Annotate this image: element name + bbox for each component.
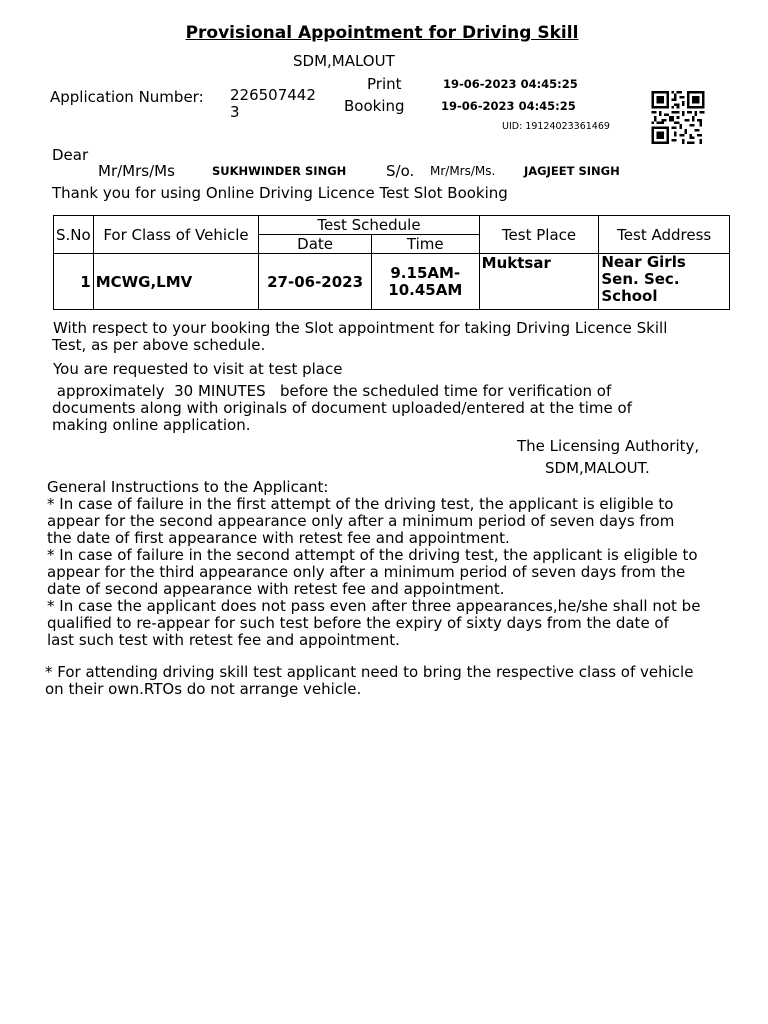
- header-date: Date: [259, 235, 372, 254]
- thanks-text: Thank you for using Online Driving Licence Test Slot Booking: [52, 184, 508, 202]
- application-number-line2: 3: [230, 103, 240, 121]
- parent-salutation: Mr/Mrs/Ms.: [430, 164, 496, 178]
- print-label: Print: [367, 75, 402, 93]
- office-name: SDM,MALOUT: [293, 52, 395, 70]
- instruction-1-line2: appear for the second appearance only after a minimum period of seven days from: [47, 512, 675, 530]
- cell-address: [599, 254, 730, 310]
- instruction-1-line3: the date of first appearance with retest fee and appointment.: [47, 529, 510, 547]
- approx-line1: approximately 30 MINUTES before the scheduled time for verification of: [52, 382, 612, 400]
- booking-datetime: 19-06-2023 04:45:25: [441, 99, 576, 113]
- parent-name: JAGJEET SINGH: [524, 164, 620, 178]
- cell-address-line2: Sen. Sec.: [601, 270, 680, 288]
- application-number-label: Application Number:: [50, 88, 204, 106]
- instruction-4-line2: on their own.RTOs do not arrange vehicle.: [45, 680, 362, 698]
- qr-code-icon: [650, 91, 706, 144]
- cell-address-line3: School: [601, 287, 658, 305]
- cell-sno: 1: [54, 254, 94, 310]
- instruction-3-line3: last such test with retest fee and appointment.: [47, 631, 400, 649]
- schedule-table: [53, 215, 730, 310]
- cell-time: [371, 254, 479, 310]
- instruction-3-line2: qualified to re-appear for such test before the expiry of sixty days from the date of: [47, 614, 669, 632]
- cell-date: 27-06-2023: [259, 254, 372, 310]
- table-header-row: [54, 216, 730, 235]
- cell-vehicle-class: MCWG,LMV: [93, 254, 259, 310]
- salutation: Mr/Mrs/Ms: [98, 162, 175, 180]
- cell-place: Muktsar: [479, 254, 599, 310]
- header-time: Time: [371, 235, 479, 254]
- instruction-2-line1: * In case of failure in the second attempt of the driving test, the applicant is eligible to: [47, 546, 698, 564]
- cell-time-start: 9.15AM-: [390, 263, 461, 282]
- page-title: Provisional Appointment for Driving Skill: [185, 23, 579, 43]
- instruction-1-line1: * In case of failure in the first attempt of the driving test, the applicant is eligible to: [47, 495, 674, 513]
- cell-address-line1: Near Girls: [601, 253, 686, 271]
- print-datetime: 19-06-2023 04:45:25: [443, 77, 578, 91]
- approx-line2: documents along with originals of document uploaded/entered at the time of: [52, 399, 632, 417]
- header-vehicle-class: For Class of Vehicle: [93, 216, 259, 254]
- instruction-3-line1: * In case the applicant does not pass even after three appearances,he/she shall not be: [47, 597, 701, 615]
- respect-line2: Test, as per above schedule.: [52, 336, 266, 354]
- cell-time-end: 10.45AM: [388, 280, 463, 299]
- header-test-schedule: Test Schedule: [259, 216, 479, 235]
- header-sno: S.No: [54, 216, 94, 254]
- instruction-2-line2: appear for the third appearance only after a minimum period of seven days from the: [47, 563, 686, 581]
- instructions-heading: General Instructions to the Applicant:: [47, 478, 329, 496]
- header-test-place: Test Place: [479, 216, 599, 254]
- approx-line3: making online application.: [52, 416, 251, 434]
- instruction-2-line3: date of second appearance with retest fee and appointment.: [47, 580, 505, 598]
- application-number-line1: 226507442: [230, 86, 316, 104]
- instruction-4-line1: * For attending driving skill test applicant need to bring the respective class of vehicle: [45, 663, 694, 681]
- authority-line1: The Licensing Authority,: [517, 437, 700, 455]
- relation-text: S/o.: [386, 162, 415, 180]
- header-test-address: Test Address: [599, 216, 730, 254]
- applicant-name: SUKHWINDER SINGH: [212, 164, 347, 178]
- requested-text: You are requested to visit at test place: [53, 360, 343, 378]
- uid-text: UID: 19124023361469: [502, 121, 610, 132]
- respect-line1: With respect to your booking the Slot appointment for taking Driving Licence Skill: [53, 319, 668, 337]
- authority-line2: SDM,MALOUT.: [545, 459, 650, 477]
- dear-text: Dear: [52, 146, 89, 164]
- booking-label: Booking: [344, 97, 405, 115]
- table-row: [54, 254, 730, 310]
